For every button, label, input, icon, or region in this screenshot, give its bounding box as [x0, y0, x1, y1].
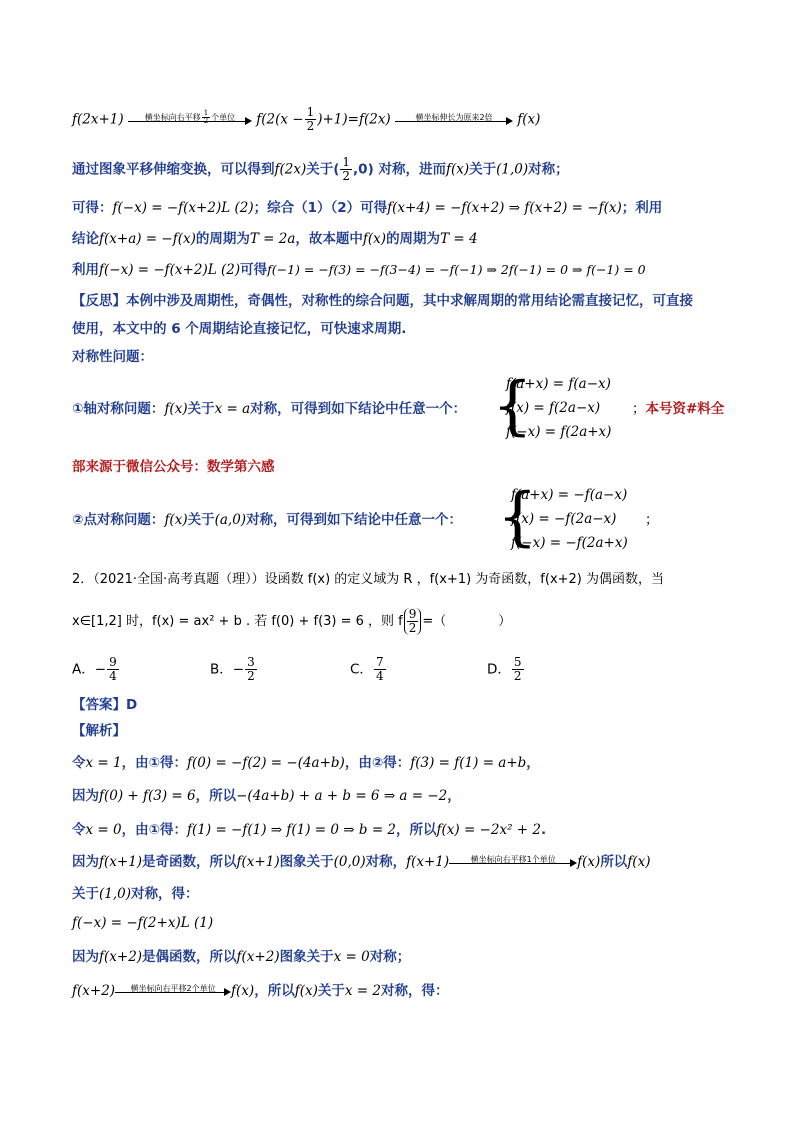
shift-right-1-arrow: 横坐标向右平移1个单位: [449, 851, 577, 873]
reflection-line-1: 【反思】本例中涉及周期性，奇偶性，对称性的综合问题，其中求解周期的常用结论需直接记忆，可直接: [72, 293, 693, 309]
expr-mid-b: )+1)=f(2x): [317, 111, 391, 128]
analysis-label: 【解析】: [72, 723, 126, 739]
option-a[interactable]: A．− $\frac{9}{4}$: [72, 655, 117, 683]
stretch-arrow: [395, 109, 513, 131]
point-symmetry-brace: [497, 480, 657, 557]
left-brace-2: {: [497, 480, 538, 554]
point-row-1: f(a+x) = −f(a−x): [511, 487, 628, 503]
point-row-3: f(−x) = −f(2a+x): [511, 535, 628, 551]
solution-line-8: f(x+2) 横坐标向右平移2个单位 f(x)，所以f(x)关于x = 2对称，得：: [72, 980, 734, 1002]
combine-line: 可得：f(−x) = −f(x+2)L (2)；综合（1）（2）可得f(x+4) = −f(x+2) ⇒ f(x+2) = −f(x)；利用: [72, 200, 663, 216]
solution-line-3: 令x = 0，由①得：f(1) = −f(1) ⇒ f(1) = 0 ⇒ b = 2，所以f(x) = −2x² + 2.: [72, 822, 547, 838]
expr-mid-a: f(2(x −: [256, 111, 304, 128]
left-brace: {: [492, 369, 533, 443]
fraction-nine-halves: $\frac{9}{2}$: [404, 608, 422, 635]
axis-row-3: f(−x) = f(2a+x): [506, 424, 612, 440]
problem-2-line-2: x∈[1,2] 时，f(x) = ax² + b . 若 f(0) + f(3) = 6 ，则 f $\frac{9}{2}$ =（ ）: [72, 607, 512, 635]
problem-2-line-1: 2．（2021·全国·高考真题（理））设函数 f(x) 的定义域为 R ，f(x+1) 为奇函数，f(x+2) 为偶函数，当: [72, 572, 665, 587]
point-row-2: f(x) = −f(2a−x): [511, 511, 617, 527]
solution-line-6: f(−x) = −f(2+x)L (1): [72, 915, 214, 931]
fraction-one-half: $\frac{1}{2}$: [306, 105, 315, 133]
symmetry-title: 对称性问题：: [72, 349, 153, 365]
point-symmetry-tail: ；: [645, 512, 659, 528]
solution-line-1: 令x = 1，由①得：f(0) = −f(2) = −(4a+b)，由②得：f(3) = f(1) = a+b，: [72, 755, 540, 771]
axis-symmetry-line: ①轴对称问题：f(x)关于x = a对称，可得到如下结论中任意一个：: [72, 401, 467, 417]
shift-right-2-arrow: 横坐标向右平移2个单位: [115, 980, 231, 1002]
fraction-half: $\frac{1}{2}$: [342, 155, 351, 183]
axis-row-2: f(x) = f(2a−x): [506, 400, 601, 416]
watermark-text-1: 本号资#料全: [645, 401, 725, 417]
solution-line-5: 关于(1,0)对称，得：: [72, 886, 199, 902]
reflection-line-2: 使用，本文中的 6 个周期结论直接记忆，可快速求周期.: [72, 321, 407, 337]
option-d[interactable]: D． $\frac{5}{2}$: [487, 655, 522, 683]
transform-line-1: [72, 106, 734, 133]
arrow2-label: 横坐标伸长为原来2倍: [415, 112, 493, 122]
arrow-label: 横坐标向右平移 $\frac{1}{2}$ 个单位: [144, 108, 236, 125]
option-b[interactable]: B．− $\frac{3}{2}$: [210, 655, 255, 683]
option-c[interactable]: C． $\frac{7}{4}$: [350, 655, 384, 683]
symmetry-derivation-line: 通过图象平移伸缩变换，可以得到f(2x)关于( $\frac{1}{2}$ ,0) 对称，进而f(x)关于(1,0)对称；: [72, 155, 569, 183]
watermark-text-2: 部来源于微信公众号：数学第六感: [72, 459, 275, 475]
answer-label: 【答案】D: [72, 697, 138, 713]
solution-line-2: 因为f(0) + f(3) = 6，所以−(4a+b) + a + b = 6 ⇒ a = −2，: [72, 788, 461, 804]
solution-line-7: 因为f(x+2)是偶函数，所以f(x+2)图象关于x = 0对称；: [72, 949, 411, 965]
axis-row-1: f(a+x) = f(a−x): [506, 376, 611, 392]
point-symmetry-line: ②点对称问题：f(x)关于(a,0)对称，可得到如下结论中任意一个：: [72, 512, 463, 528]
axis-symmetry-tail: ；本号资#料全: [632, 401, 725, 417]
expr-f-2x-plus-1: f(2x+1): [72, 111, 124, 128]
axis-symmetry-brace: [492, 369, 642, 446]
shift-right-arrow: [128, 109, 252, 131]
value-line: 利用f(−x) = −f(x+2)L (2)可得f(−1) = −f(3) = −f(3−4) = −f(−1) ⇒ 2f(−1) = 0 ⇒ f(−1) = 0: [72, 262, 646, 278]
expr-f-x: f(x): [517, 111, 541, 128]
period-line: 结论f(x+a) = −f(x)的周期为T = 2a，故本题中f(x)的周期为T = 4: [72, 231, 478, 247]
solution-line-4: 因为f(x+1)是奇函数，所以f(x+1)图象关于(0,0)对称，f(x+1) 横坐标向右平移1个单位 f(x)所以f(x): [72, 851, 734, 873]
